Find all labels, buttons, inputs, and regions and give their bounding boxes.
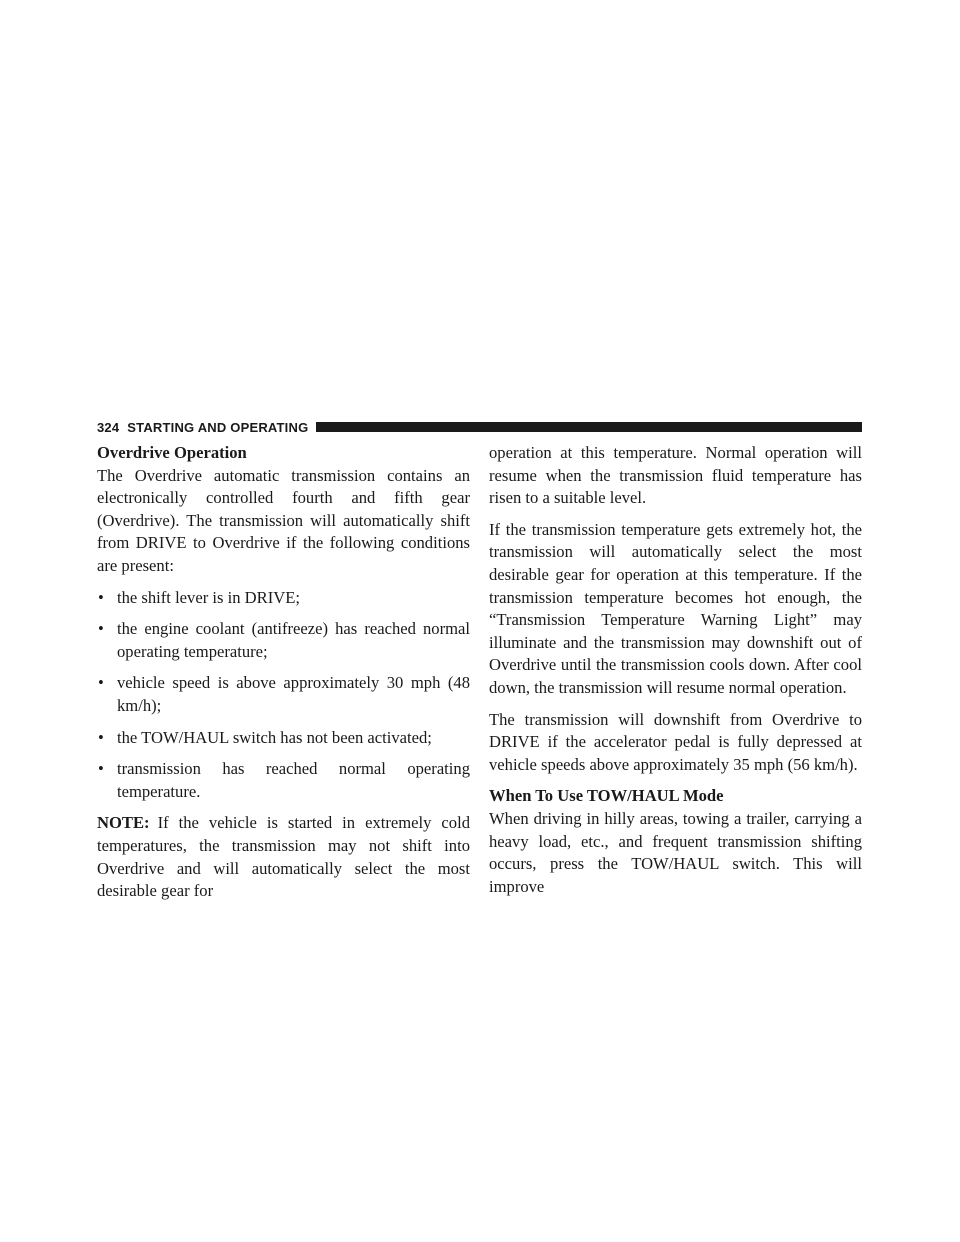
note-label: NOTE: — [97, 813, 150, 833]
bullet-icon: • — [98, 619, 104, 639]
list-item — [97, 672, 470, 717]
tow-haul-heading: When To Use TOW/HAUL Mode — [489, 786, 724, 806]
list-item — [97, 727, 470, 750]
list-item — [97, 618, 470, 663]
list-item-text: the shift lever is in DRIVE; — [117, 587, 300, 607]
right-column — [489, 442, 862, 898]
list-item-text: vehicle speed is above approximately 30 mph (48 km/h); — [117, 673, 470, 715]
overdrive-intro: The Overdrive automatic transmission contains an electronically controlled fourth and fifth gear (Overdrive). The transmission will automatically shift from DRIVE to Overdrive if the following conditions are present: — [97, 465, 470, 575]
list-item — [97, 758, 470, 803]
section-title: STARTING AND OPERATING — [127, 419, 309, 435]
page-number: 324 — [97, 419, 120, 435]
bullet-icon: • — [98, 587, 104, 607]
list-item — [97, 587, 470, 610]
bullet-icon: • — [98, 727, 104, 747]
overheat-paragraph: If the transmission temperature gets extremely hot, the transmission will automatically select the most desirable gear for operation at this temperature. If the transmission temperature becomes hot enough, the “Transmission Temperature Warning Light” may illuminate and the transmission may downshift out of Overdrive until the transmission cools down. After cool down, the transmission will resume normal operation. — [489, 519, 862, 697]
page-header — [97, 419, 862, 435]
header-rule — [316, 422, 862, 432]
left-column — [97, 442, 470, 903]
downshift-paragraph: The transmission will downshift from Overdrive to DRIVE if the accelerator pedal is fully depressed at vehicle speeds above approximately 35 mph (56 km/h). — [489, 709, 862, 774]
note-text: If the vehicle is started in extremely cold temperatures, the transmission may not shift into Overdrive and will automatically select the most desirable gear for — [97, 813, 470, 901]
bullet-icon: • — [98, 673, 104, 693]
tow-haul-paragraph: When driving in hilly areas, towing a trailer, carrying a heavy load, etc., and frequent transmission shifting occurs, press the TOW/HAUL switch. This will improve — [489, 808, 862, 896]
list-item-text: the engine coolant (antifreeze) has reached normal operating temperature; — [117, 619, 470, 661]
bullet-icon: • — [98, 759, 104, 779]
continuation-paragraph: operation at this temperature. Normal operation will resume when the transmission fluid temperature has risen to a suitable level. — [489, 443, 862, 508]
overdrive-heading: Overdrive Operation — [97, 443, 247, 462]
overdrive-conditions-list — [97, 587, 470, 804]
list-item-text: transmission has reached normal operating temperature. — [117, 759, 470, 801]
list-item-text: the TOW/HAUL switch has not been activated; — [117, 727, 432, 747]
note-paragraph — [97, 812, 470, 902]
